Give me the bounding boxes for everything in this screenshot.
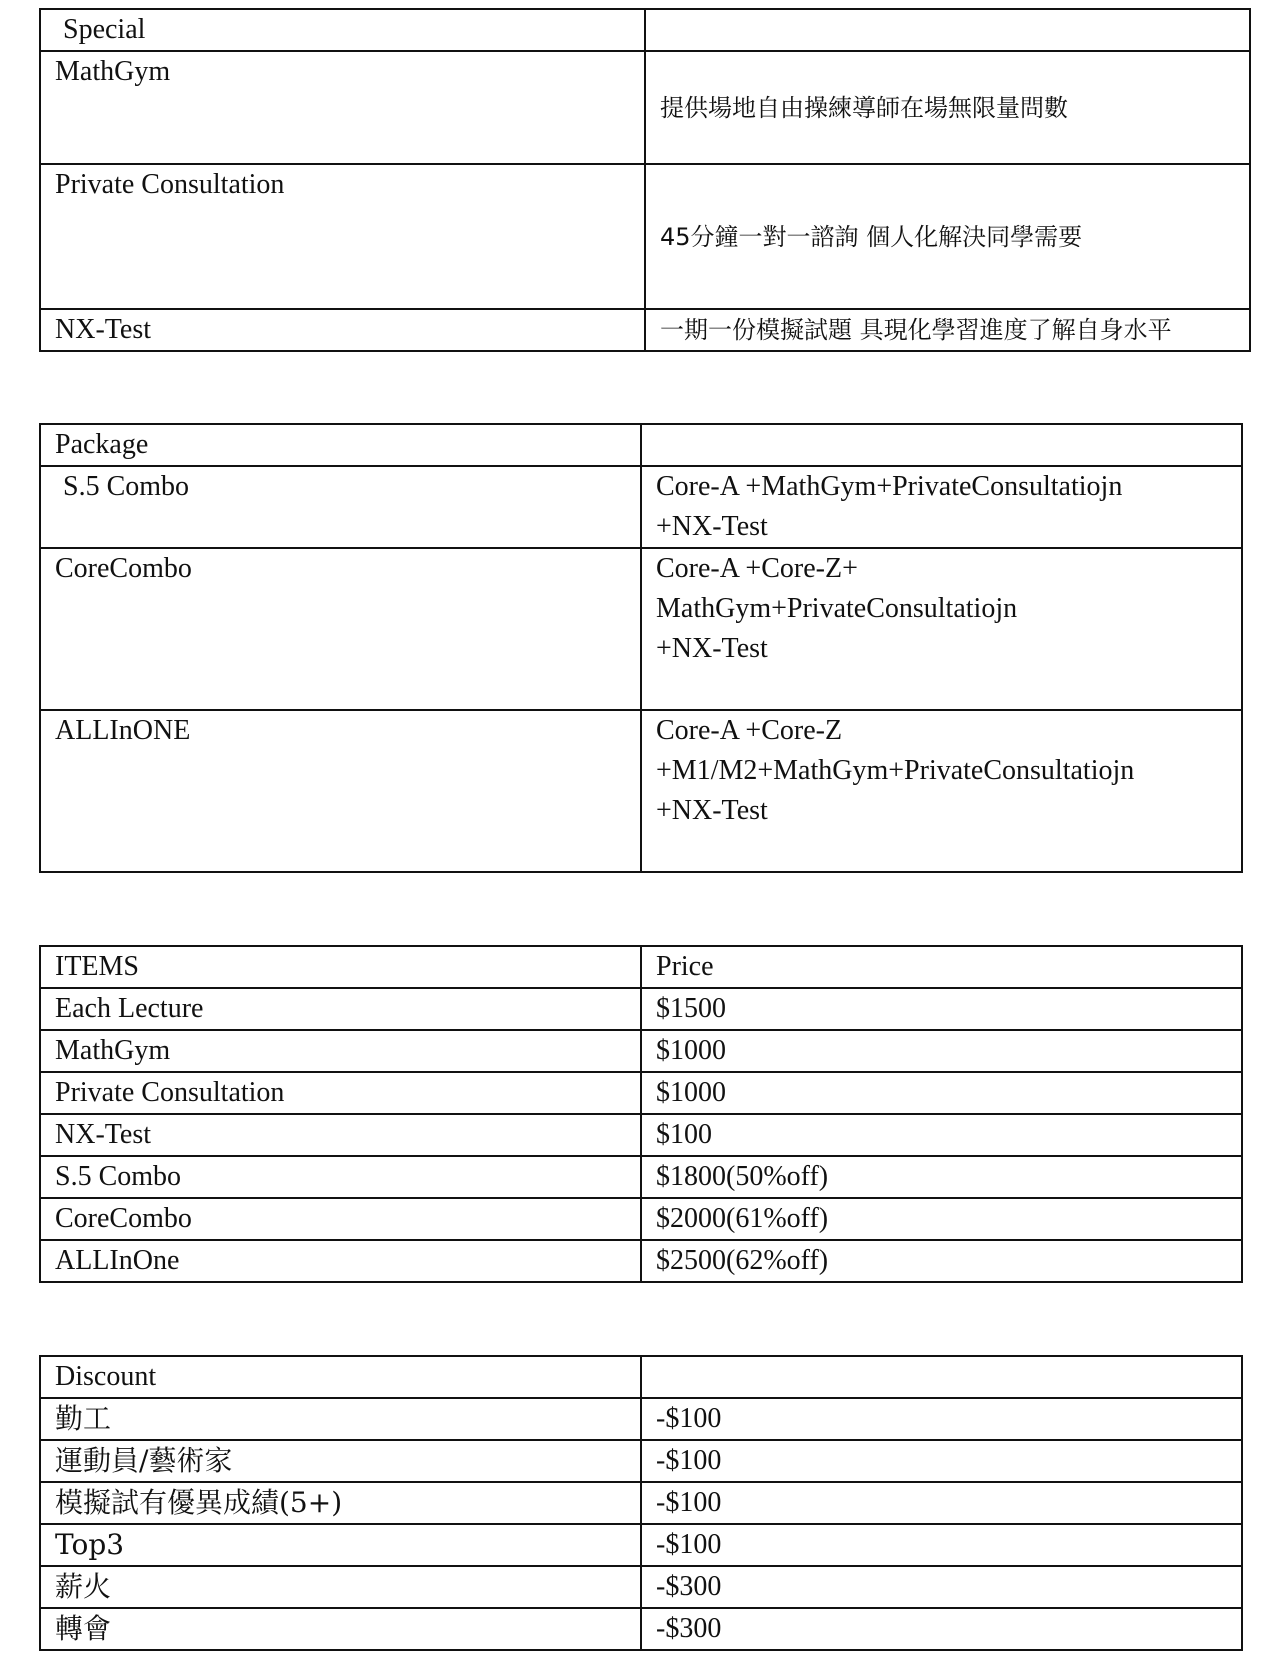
- table-row: [40, 1114, 1242, 1156]
- package-contents-line: +NX-Test: [656, 633, 768, 664]
- special-item-description: 一期一份模擬試題 具現化學習進度了解自身水平: [645, 309, 1250, 351]
- price-item: Each Lecture: [40, 988, 641, 1030]
- package-name: ALLInONE: [40, 710, 641, 872]
- discount-amount: -$100: [641, 1440, 1242, 1482]
- special-item-name: NX-Test: [40, 309, 645, 351]
- price-item: MathGym: [40, 1030, 641, 1072]
- discount-amount: -$100: [641, 1482, 1242, 1524]
- price-item: ALLInOne: [40, 1240, 641, 1282]
- package-contents-line: +NX-Test: [656, 795, 768, 826]
- table-row: [40, 1240, 1242, 1282]
- package-name: S.5 Combo: [40, 466, 641, 548]
- table-row: [40, 164, 1250, 309]
- special-table: [39, 8, 1251, 352]
- discount-amount: -$300: [641, 1608, 1242, 1650]
- special-item-description: 提供場地自由操練導師在場無限量問數: [645, 51, 1250, 164]
- price-value: $2500(62%off): [641, 1240, 1242, 1282]
- package-header-title: Package: [40, 424, 641, 466]
- price-value: $2000(61%off): [641, 1198, 1242, 1240]
- package-contents: [641, 548, 1242, 710]
- discount-header-title: Discount: [40, 1356, 641, 1398]
- discount-table: [39, 1355, 1243, 1651]
- discount-header-blank: [641, 1356, 1242, 1398]
- discount-item: 運動員/藝術家: [40, 1440, 641, 1482]
- table-row: [40, 1072, 1242, 1114]
- discount-item: 勤工: [40, 1398, 641, 1440]
- price-item: CoreCombo: [40, 1198, 641, 1240]
- special-item-description: 45分鐘一對一諮詢 個人化解決同學需要: [645, 164, 1250, 309]
- table-row: [40, 988, 1242, 1030]
- price-value: $1000: [641, 1030, 1242, 1072]
- price-item: NX-Test: [40, 1114, 641, 1156]
- discount-amount: -$100: [641, 1524, 1242, 1566]
- table-row: [40, 1440, 1242, 1482]
- discount-item: 轉會: [40, 1608, 641, 1650]
- table-row: [40, 710, 1242, 872]
- special-header-blank: [645, 9, 1250, 51]
- package-header-blank: [641, 424, 1242, 466]
- table-row: [40, 1198, 1242, 1240]
- price-item: Private Consultation: [40, 1072, 641, 1114]
- discount-item: 模擬試有優異成績(5+): [40, 1482, 641, 1524]
- table-row: [40, 1608, 1242, 1650]
- special-item-name: Private Consultation: [40, 164, 645, 309]
- package-contents-line: Core-A +Core-Z: [656, 715, 843, 746]
- table-row: [40, 309, 1250, 351]
- table-header-row: [40, 1356, 1242, 1398]
- price-value: $100: [641, 1114, 1242, 1156]
- table-header-row: [40, 946, 1242, 988]
- table-header-row: [40, 9, 1250, 51]
- package-contents: [641, 710, 1242, 872]
- price-header-items: ITEMS: [40, 946, 641, 988]
- special-item-name: MathGym: [40, 51, 645, 164]
- price-value: $1500: [641, 988, 1242, 1030]
- package-contents: [641, 466, 1242, 548]
- package-name: CoreCombo: [40, 548, 641, 710]
- package-contents-line: Core-A +MathGym+PrivateConsultatiojn: [656, 471, 1123, 502]
- discount-item: 薪火: [40, 1566, 641, 1608]
- table-row: [40, 1398, 1242, 1440]
- package-contents-line: +M1/M2+MathGym+PrivateConsultatiojn: [656, 755, 1135, 786]
- package-contents-line: +NX-Test: [656, 511, 768, 542]
- price-value: $1000: [641, 1072, 1242, 1114]
- table-row: [40, 466, 1242, 548]
- table-row: [40, 1482, 1242, 1524]
- package-table: [39, 423, 1243, 873]
- discount-amount: -$300: [641, 1566, 1242, 1608]
- price-header-price: Price: [641, 946, 1242, 988]
- discount-item: Top3: [40, 1524, 641, 1566]
- price-item: S.5 Combo: [40, 1156, 641, 1198]
- table-row: [40, 1030, 1242, 1072]
- table-row: [40, 1566, 1242, 1608]
- table-row: [40, 548, 1242, 710]
- package-contents-line: Core-A +Core-Z+: [656, 553, 858, 584]
- package-contents-line: MathGym+PrivateConsultatiojn: [656, 593, 1018, 624]
- special-header-title: Special: [40, 9, 645, 51]
- discount-amount: -$100: [641, 1398, 1242, 1440]
- table-row: [40, 1156, 1242, 1198]
- price-table: [39, 945, 1243, 1283]
- table-row: [40, 51, 1250, 164]
- table-header-row: [40, 424, 1242, 466]
- table-row: [40, 1524, 1242, 1566]
- price-value: $1800(50%off): [641, 1156, 1242, 1198]
